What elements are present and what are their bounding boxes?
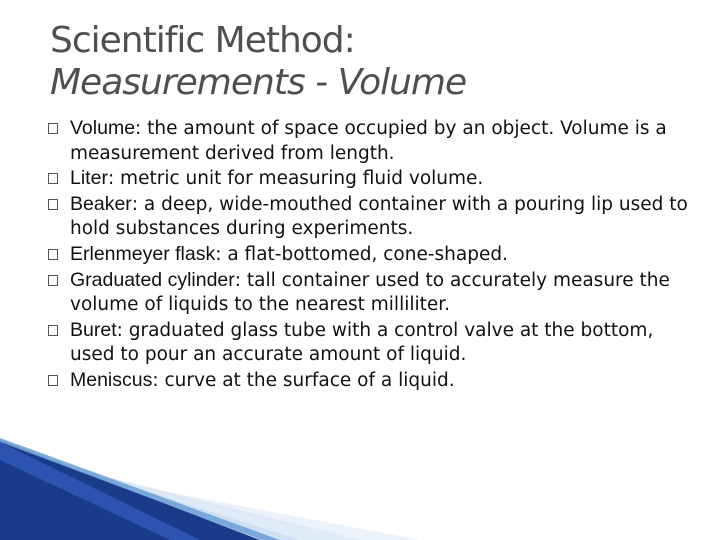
definition-text: graduated glass tube with a control valve at the bottom, used to pour an accurate amount of liquid. xyxy=(70,319,654,366)
square-bullet-icon xyxy=(48,275,58,286)
term-label: Volume xyxy=(70,117,136,139)
list-item-meniscus: Meniscus: curve at the surface of a liquid. xyxy=(48,368,688,394)
square-bullet-icon xyxy=(48,249,58,260)
definition-text: metric unit for measuring fluid volume. xyxy=(114,168,484,190)
square-bullet-icon xyxy=(48,199,58,210)
list-item-graduated-cylinder: Graduated cylinder: tall container used to accurately measure the volume of liquids to the nearest milliliter. xyxy=(48,268,688,318)
definition-text: the amount of space occupied by an object. Volume is a measurement derived from length. xyxy=(70,118,667,164)
term-label: Buret xyxy=(70,318,117,341)
square-bullet-icon xyxy=(48,325,58,336)
definition-text: tall container used to accurately measure the volume of liquids to the nearest milliliter. xyxy=(70,269,670,316)
decorative-swoosh xyxy=(0,420,720,540)
term-label: Beaker xyxy=(70,192,132,215)
definition-text: a deep, wide-mouthed container with a pouring lip used to hold substances during experiments. xyxy=(70,193,688,240)
title-line-1: Scientific Method: xyxy=(50,20,355,61)
term-label: Erlenmeyer flask xyxy=(70,242,216,265)
term-label: Graduated cylinder xyxy=(70,268,235,291)
title-line-2: Measurements - Volume xyxy=(50,62,467,103)
list-item-liter: Liter: metric unit for measuring fluid volume. xyxy=(48,166,688,192)
square-bullet-icon xyxy=(48,375,58,386)
slide-title xyxy=(50,20,690,104)
square-bullet-icon xyxy=(48,123,58,134)
list-item-erlenmeyer-flask: Erlenmeyer flask: a flat-bottomed, cone-shaped. xyxy=(48,242,688,268)
definition-text: curve at the surface of a liquid. xyxy=(158,369,455,391)
term-label: Liter xyxy=(70,167,108,190)
square-bullet-icon xyxy=(48,173,58,184)
bullet-list xyxy=(48,116,688,394)
term-label: Meniscus xyxy=(70,368,153,391)
list-item-volume: Volume: the amount of space occupied by an object. Volume is a measurement derived from length. xyxy=(48,116,688,166)
list-item-beaker: Beaker: a deep, wide-mouthed container with a pouring lip used to hold substances during experiments. xyxy=(48,192,688,242)
list-item-buret: Buret: graduated glass tube with a control valve at the bottom, used to pour an accurate amount of liquid. xyxy=(48,318,688,368)
definition-text: a flat-bottomed, cone-shaped. xyxy=(221,243,508,265)
